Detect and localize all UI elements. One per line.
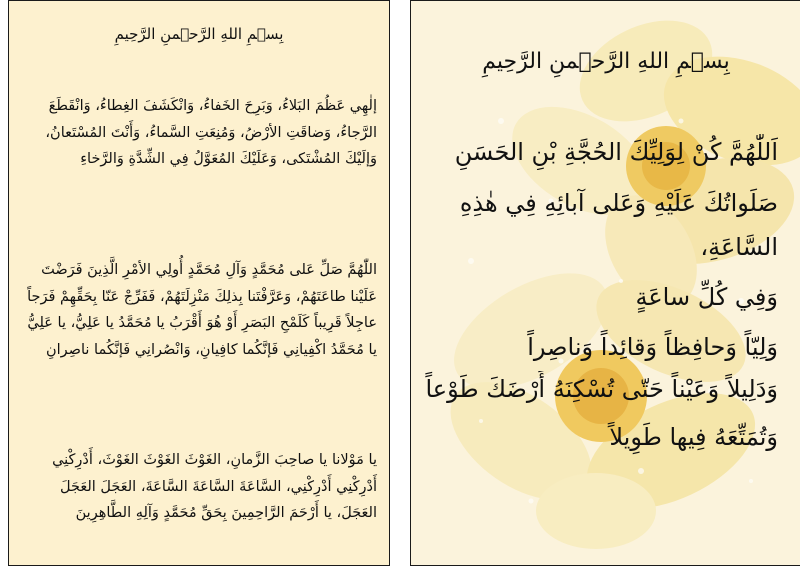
dua-line-6: وَدَلِيلاً وَعَيْناً حَتّى تُسْكِنَهُ أَرْضَكَ طَوْعاً <box>425 375 778 403</box>
dua-line-2: صَلَواتُكَ عَلَيْهِ وَعَلى آبائِهِ فِي هٰذِهِ <box>459 189 778 217</box>
dua-line-5: وَلِيّاً وَحافِظاً وَقائِداً وَناصِراً <box>527 333 778 361</box>
right-prayer-page <box>410 0 800 566</box>
dua-line-4: وَفِي كُلِّ ساعَةٍ <box>635 283 778 311</box>
prayer-paragraph-2: اللّٰهُمَّ صَلِّ عَلى مُحَمَّدٍ وَآلِ مُحَمَّدٍ أُولِي الأمْرِ الَّذِينَ فَرَضْتَ عَلَيْنا طاعَتَهُمْ، وَعَرَّفْتَنا بِذلِكَ مَنْزِلَتَهُمْ، فَفَرِّجْ عَنّا بِحَقِّهِمْ فَرَجاً عاجِلاً قَرِيباً كَلَمْحِ البَصَرِ أَوْ هُوَ أَقْرَبُ يا مُحَمَّدُ يا عَلِيُّ، يا عَلِيُّ يا مُحَمَّدُ اكْفِيانِي فَإنَّكُما كافِيانِ، وَانْصُرانِي فَإنَّكُما ناصِرانِ <box>27 262 377 358</box>
dua-line-3: السَّاعَةِ، <box>700 233 778 261</box>
prayer-paragraph-1: إلٰهِي عَظُمَ البَلاءُ، وَبَرِحَ الخَفاءُ، وَانْكَشَفَ الغِطاءُ، وَانْقَطَعَ الرَّجاءُ، وَضاقَتِ الأرْضُ، وَمُنِعَتِ السَّماءُ، وَأَنْتَ المُسْتَعانُ، وَإلَيْكَ المُشْتَكى، وَعَلَيْكَ المُعَوَّلُ فِي الشِّدَّةِ وَالرَّخاءِ <box>45 98 377 167</box>
prayer-paragraph-3: يا مَوْلانا يا صاحِبَ الزَّمانِ، الغَوْثَ الغَوْثَ الغَوْثَ، أَدْرِكْنِي أَدْرِكْنِي أَدْرِكْنِي، السَّاعَةَ السَّاعَةَ السَّاعَةَ، العَجَلَ العَجَلَ العَجَلَ، يا أَرْحَمَ الرَّاحِمِينَ بِحَقِّ مُحَمَّدٍ وَآلِهِ الطَّاهِرِينَ <box>52 452 377 521</box>
dua-line-7: وَتُمَتِّعَهُ فِيها طَوِيلاً <box>609 423 778 451</box>
left-prayer-page <box>8 0 390 566</box>
dua-line-1: اَللّٰهُمَّ كُنْ لِوَلِيِّكَ الحُجَّةِ بْنِ الحَسَنِ <box>454 138 778 166</box>
left-bismillah: بِسۡمِ اللهِ الرَّحۡمنِ الرَّحِيمِ <box>114 25 284 43</box>
right-bismillah: بِسۡمِ اللهِ الرَّحۡمنِ الرَّحِيمِ <box>482 49 730 74</box>
